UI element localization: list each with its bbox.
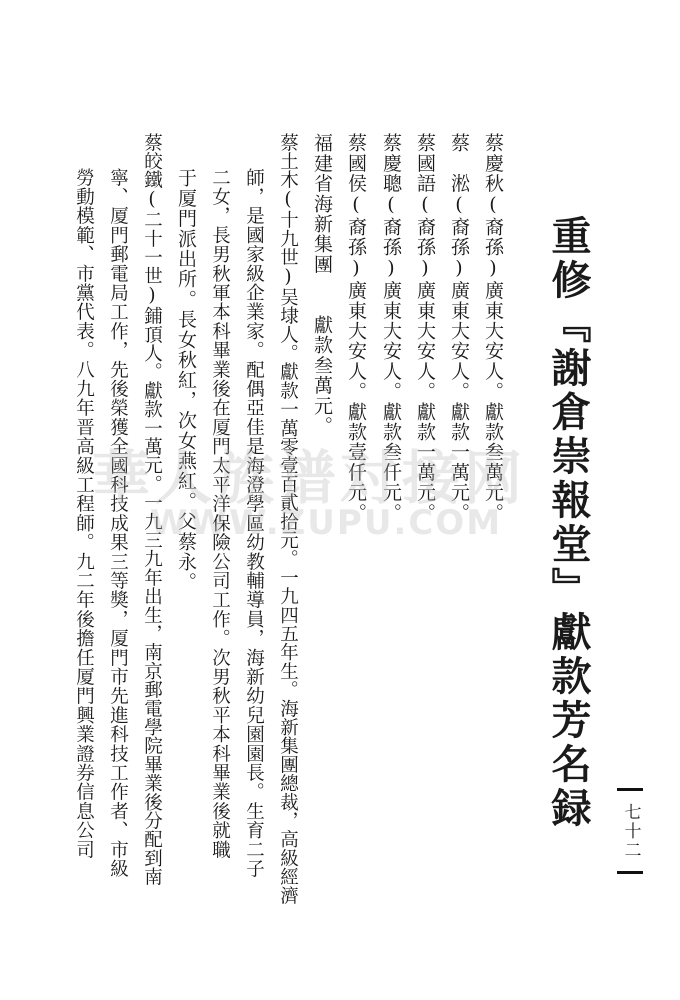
- page-number: [617, 788, 643, 874]
- donor-entry: 蔡皎鐵(二十一世)鋪頂人。獻款一萬元。一九三九年出生，南京郵電學院畢業後分配到南: [141, 133, 163, 886]
- donor-entry: 福建省海新集團 獻款叁萬元。: [311, 133, 333, 436]
- page-number-text: 七十二: [620, 802, 641, 860]
- donor-entry-continued: 于厦門派出所。長女秋紅，次女燕紅。父蔡永。: [175, 168, 197, 593]
- donor-entry: 蔡 淞(裔孫)廣東大安人。獻款一萬元。: [448, 133, 470, 523]
- donor-entry: 蔡國侯(裔孫)廣東大安人。獻款壹仟元。: [345, 133, 367, 523]
- donor-entry: 蔡土木(十九世)吴埭人。獻款一萬零壹百貳拾元。一九四五年生。海新集團總裁，高級經濟: [277, 133, 299, 905]
- donor-entry-continued: 二女，長男秋軍本科畢業後在厦門太平洋保險公司工作。次男秋平本科畢業後就職: [209, 168, 231, 860]
- watermark-text-latin: WWW.ZUPU.COM: [150, 503, 503, 543]
- donor-entry-continued: 寧、厦門郵電局工作，先後榮獲全國科技成果三等獎，厦門市先進科技工作者、市級: [107, 168, 129, 879]
- page-title: 重修『謝倉崇報堂』獻款芳名録: [545, 215, 592, 831]
- donor-entry: 蔡慶秋(裔孫)廣東大安人。獻款叁萬元。: [482, 133, 504, 523]
- donor-entry-continued: 勞動模範、市黨代表。八九年晋高級工程師。九二年後擔任厦門興業證券信息公司: [73, 168, 95, 860]
- donor-entry-continued: 師，是國家級企業家。配偶亞佳是海澄學區幼教輔導員，海新幼兒園園長。生育二子: [243, 168, 265, 879]
- donor-entry: 蔡國語(裔孫)廣東大安人。獻款一萬元。: [414, 133, 436, 523]
- donor-entry: 蔡慶聰(裔孫)廣東大安人。獻款叁仟元。: [380, 133, 402, 523]
- watermark-text-chinese: 華人族谱对接网: [92, 444, 527, 512]
